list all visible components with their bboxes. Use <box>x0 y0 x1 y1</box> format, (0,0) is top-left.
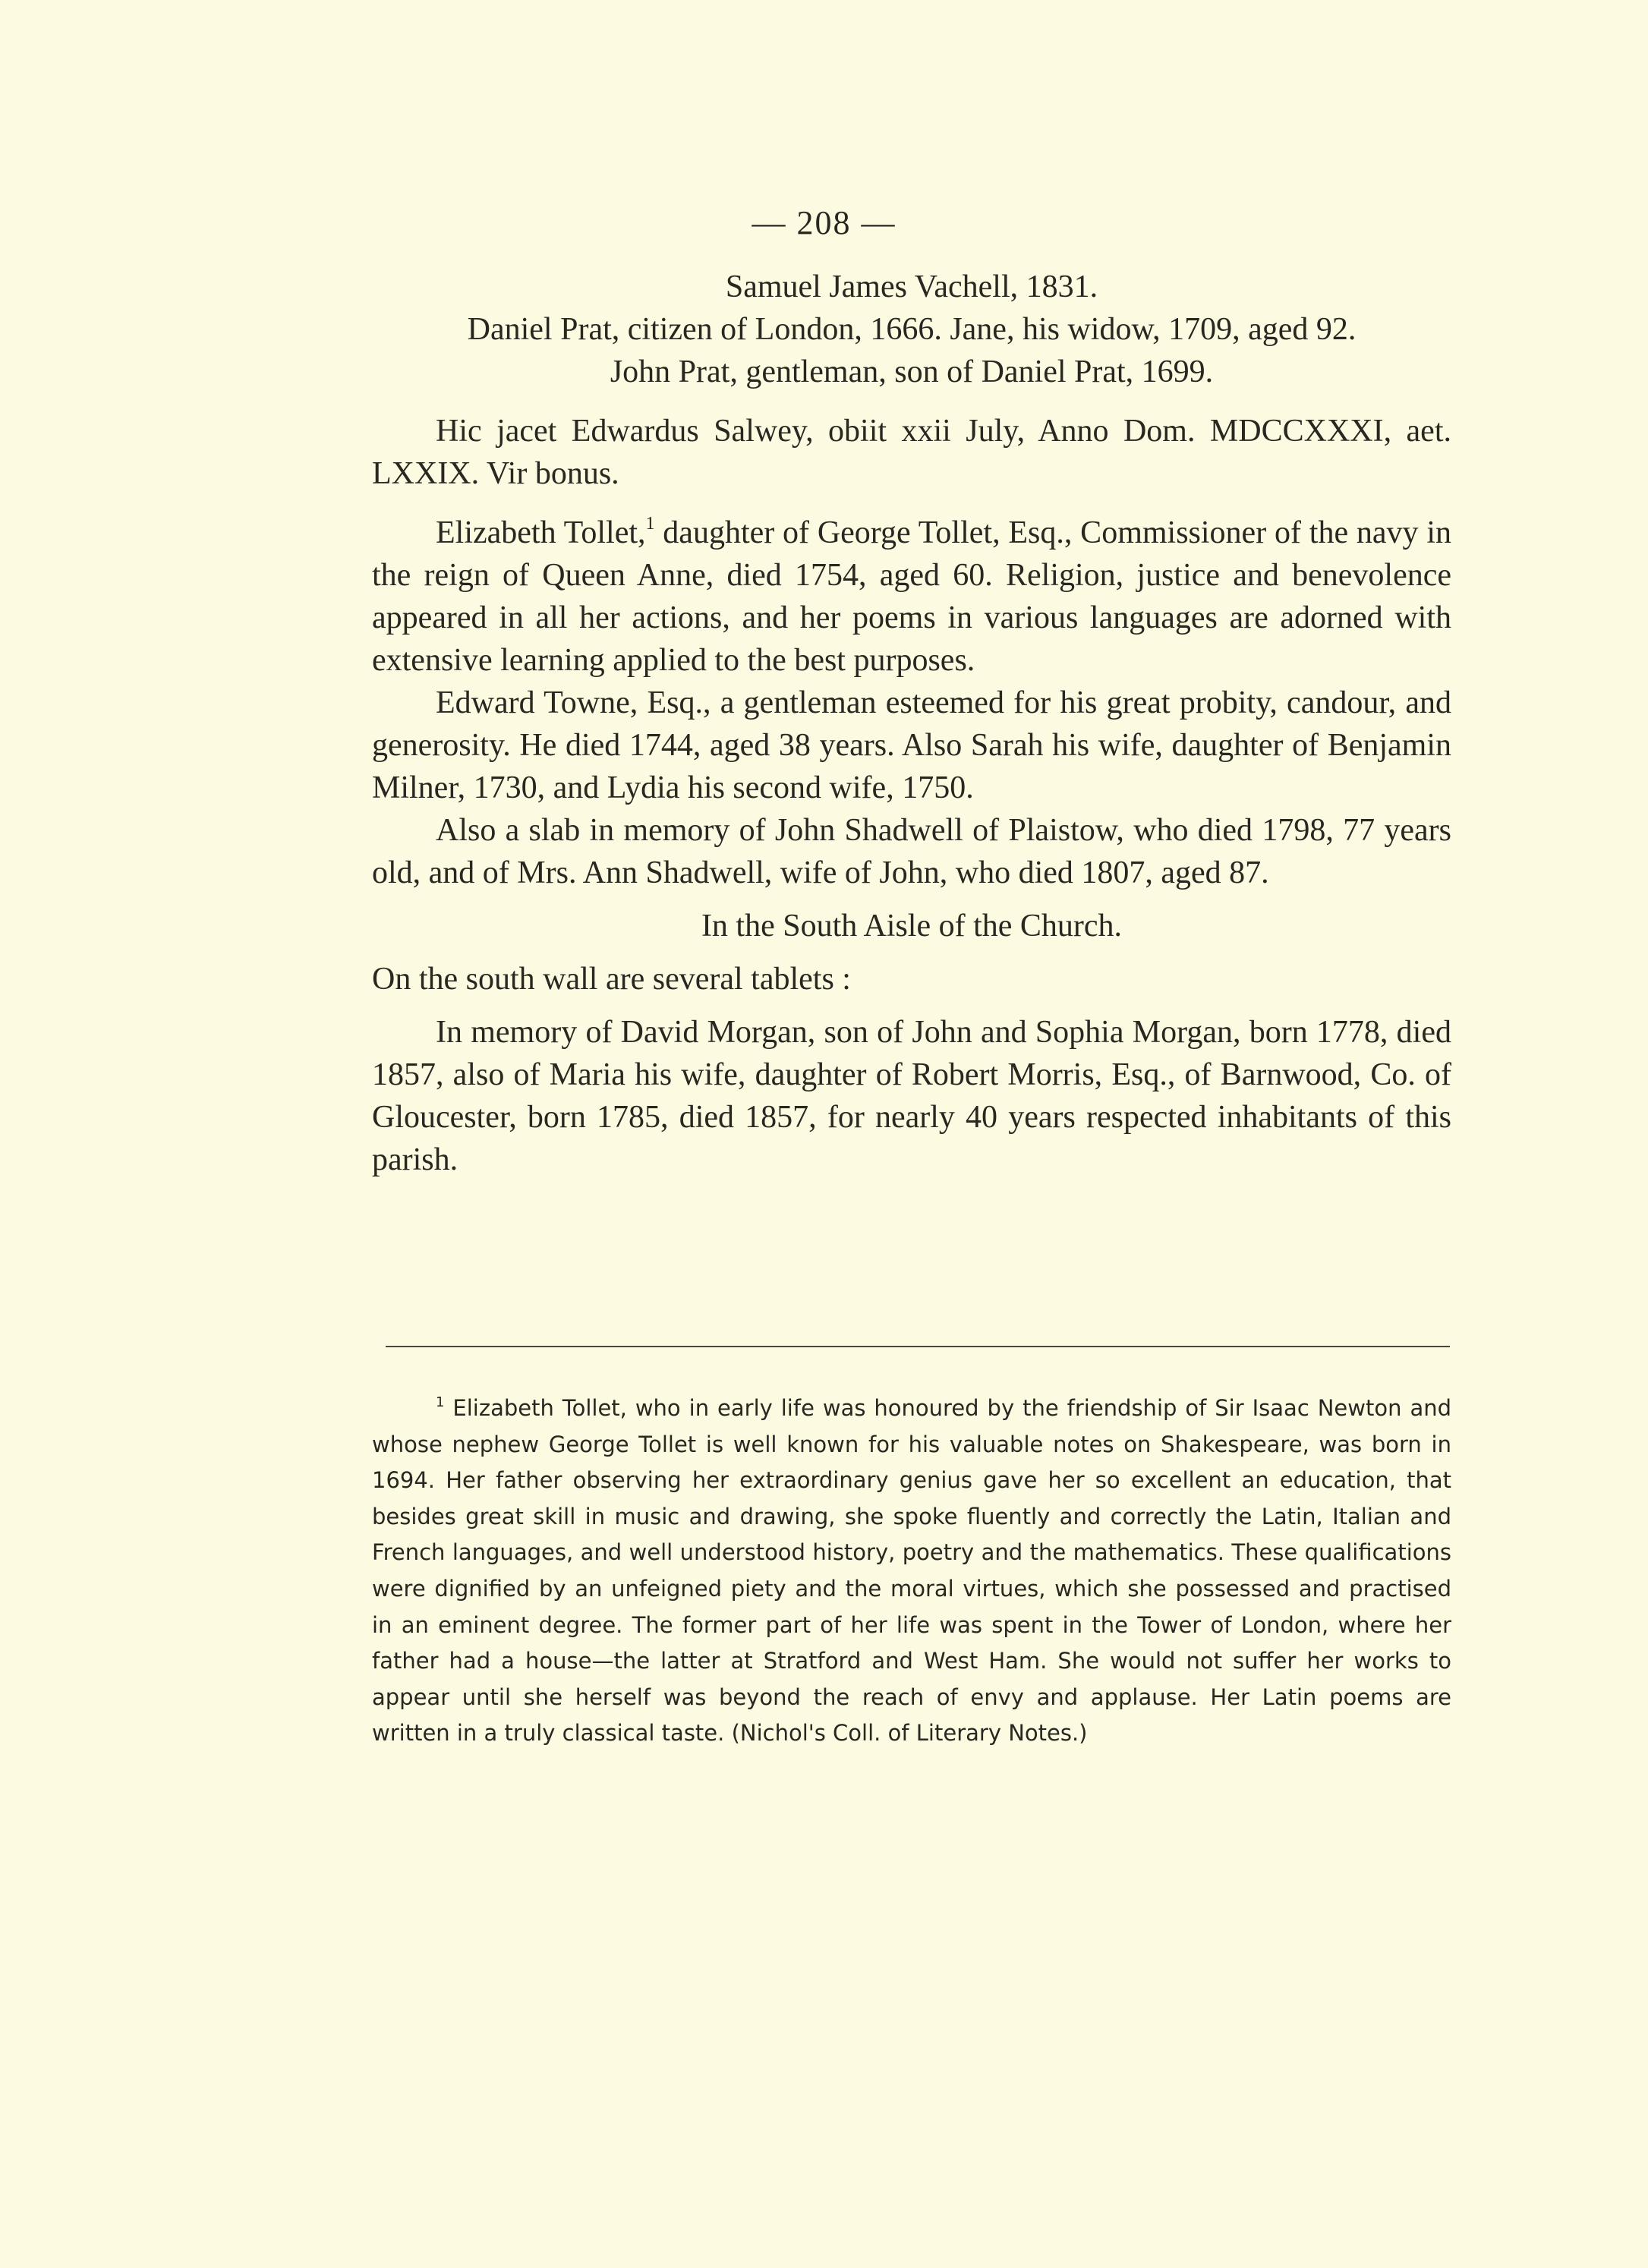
entry-tollet-text: daughter of George Tollet, Esq., Commissioner of the navy in the reign of Queen Anne, died 1754, aged 60. Religion, justice and benevolence appeared in all her actions, and her poems in various languages are adorned with extensive learning applied to the best purposes. <box>372 515 1451 678</box>
entry-john-prat: John Prat, gentleman, son of Daniel Prat, 1699. <box>610 354 1214 389</box>
footnote-text: Elizabeth Tollet, who in early life was honoured by the friendship of Sir Isaac Newton and whose nephew George Tollet is well known for his valuable notes on Shakespeare, was born in 1694. Her father observing her extraordinary genius gave her so excellent an education, that besides great skill in music and drawing, she spoke fluently and correctly the Latin, Italian and French languages, and well understood history, poetry and the mathematics. These qualifications were dignified by an unfeigned piety and the moral virtues, which she possessed and practised in an eminent degree. The former part of her life was spent in the Tower of London, where her father had a house—the latter at Stratford and West Ham. She would not suffer her works to appear until she herself was beyond the reach of envy and applause. Her Latin poems are written in a truly classical taste. (Nichol's Coll. of Literary Notes.) <box>372 1395 1451 1747</box>
entry-tollet-name: Elizabeth Tollet, <box>436 515 646 550</box>
entry-vachell: Samuel James Vachell, 1831. <box>725 269 1098 304</box>
entry-tollet <box>372 512 1451 682</box>
entry-morgan: In memory of David Morgan, son of John and Sophia Morgan, born 1778, died 1857, also of Maria his wife, daughter of Robert Morris, Esq., of Barnwood, Co. of Gloucester, born 1785, died 1857, for nearly 40 years respected inhabitants of this parish. <box>372 1015 1451 1177</box>
footnote-reference: 1 <box>645 514 655 534</box>
entry-daniel-prat: Daniel Prat, citizen of London, 1666. Jane, his widow, 1709, aged 92. <box>467 312 1357 347</box>
main-text <box>372 266 1451 1181</box>
footnote <box>372 1391 1451 1752</box>
south-wall-intro: On the south wall are several tablets : <box>372 962 851 997</box>
footnote-mark: 1 <box>436 1394 445 1410</box>
entry-towne: Edward Towne, Esq., a gentleman esteemed for his great probity, candour, and generosity. He died 1744, aged 38 years. Also Sarah his wife, daughter of Benjamin Milner, 1730, and Lydia his second wife, 1750. <box>372 685 1451 805</box>
footnote-divider <box>386 1346 1450 1347</box>
entry-salwey: Hic jacet Edwardus Salwey, obiit xxii July, Anno Dom. MDCCXXXI, aet. LXXIX. Vir bonus. <box>372 414 1451 491</box>
section-heading-south-aisle: In the South Aisle of the Church. <box>701 909 1123 943</box>
entry-shadwell: Also a slab in memory of John Shadwell of Plaistow, who died 1798, 77 years old, and of Mrs. Ann Shadwell, wife of John, who died 1807, aged 87. <box>372 813 1451 890</box>
page-number: — 208 — <box>752 204 896 241</box>
